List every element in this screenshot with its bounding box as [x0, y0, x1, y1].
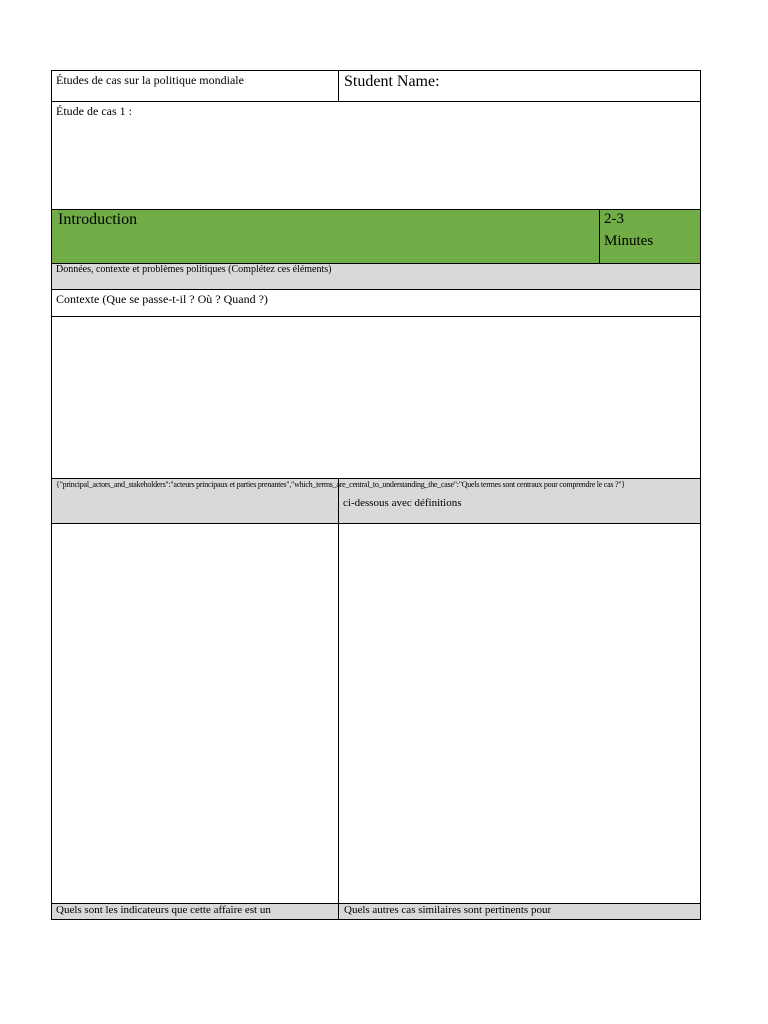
terms-answer-area[interactable] — [338, 523, 701, 904]
case-study-label: Étude de cas 1 : — [56, 104, 132, 118]
student-name-label: Student Name: — [344, 73, 440, 90]
case-study-cell[interactable] — [51, 101, 701, 210]
introduction-time-line2: Minutes — [604, 233, 654, 249]
data-context-subtitle: Données, contexte et problèmes politiques (Complétez ces éléments) — [56, 264, 332, 275]
actors-answer-area[interactable] — [51, 523, 339, 904]
introduction-time-line1: 2-3 — [604, 211, 624, 227]
introduction-title: Introduction — [58, 211, 138, 228]
course-title: Études de cas sur la politique mondiale — [56, 73, 244, 87]
terms-continuation: ci-dessous avec définitions — [343, 497, 462, 509]
similar-cases-label: Quels autres cas similaires sont pertinents pour — [344, 904, 552, 916]
indicators-label: Quels sont les indicateurs que cette affaire est un — [56, 904, 271, 916]
actors-terms-raw-text: {"principal_actors_and_stakeholders":"acteurs principaux et parties prenantes","which_terms_are_central_to_understanding_the_case":"Quels termes sont centraux pour comprendre le cas ?"} — [56, 480, 625, 489]
context-answer-area[interactable] — [51, 316, 701, 479]
context-label: Contexte (Que se passe-t-il ? Où ? Quand ?) — [56, 292, 268, 306]
